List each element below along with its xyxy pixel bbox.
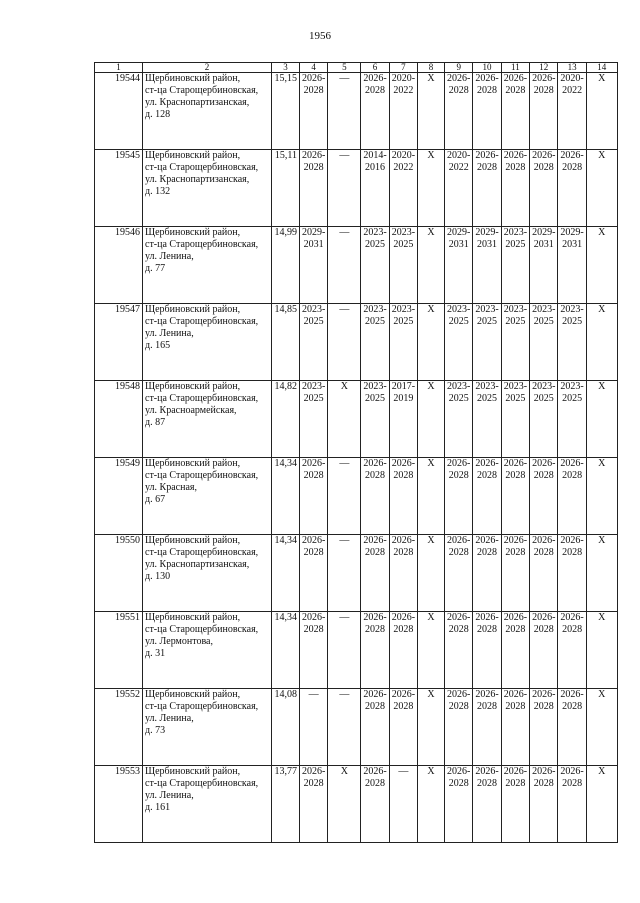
address-line: ст-ца Старощербиновская, <box>145 393 259 404</box>
period-cell: 2026- 2028 <box>473 766 501 843</box>
period-cell: 2026- 2028 <box>530 458 558 535</box>
table-row <box>95 689 618 766</box>
period-cell: 2026- 2028 <box>361 535 389 612</box>
address-line: Щербиновский район, <box>145 458 241 469</box>
period-cell: Х <box>328 381 361 458</box>
address-cell <box>143 766 272 843</box>
address-line: Щербиновский район, <box>145 535 241 546</box>
period-cell: Х <box>418 612 445 689</box>
period-cell: 2026- 2028 <box>530 689 558 766</box>
period-cell: 2026- 2028 <box>558 458 586 535</box>
period-cell: 2026- 2028 <box>445 689 473 766</box>
period-cell: — <box>328 612 361 689</box>
period-cell: 2026- 2028 <box>501 150 529 227</box>
area-cell: 14,34 <box>272 535 300 612</box>
page-number: 1956 <box>309 30 331 42</box>
period-cell: 2026- 2028 <box>300 535 328 612</box>
address-line: ул. Красноармейская, <box>145 405 237 416</box>
area-cell: 15,11 <box>272 150 300 227</box>
period-cell: 2026- 2028 <box>389 535 417 612</box>
period-cell: 2026- 2028 <box>473 73 501 150</box>
address-line: Щербиновский район, <box>145 73 241 84</box>
address-cell <box>143 689 272 766</box>
period-cell: 2017- 2019 <box>389 381 417 458</box>
address-line: Щербиновский район, <box>145 766 241 777</box>
column-number: 9 <box>445 63 473 73</box>
period-cell: 2026- 2028 <box>473 535 501 612</box>
period-cell: 2023- 2025 <box>530 304 558 381</box>
table-row <box>95 227 618 304</box>
period-cell: 2026- 2028 <box>445 73 473 150</box>
period-cell: 2026- 2028 <box>501 689 529 766</box>
period-cell: — <box>328 689 361 766</box>
table-row <box>95 535 618 612</box>
address-line: ст-ца Старощербиновская, <box>145 470 259 481</box>
period-cell: 2023- 2025 <box>558 304 586 381</box>
column-number: 13 <box>558 63 586 73</box>
period-cell: 2026- 2028 <box>361 612 389 689</box>
period-cell: 2020- 2022 <box>445 150 473 227</box>
address-line: Щербиновский район, <box>145 150 241 161</box>
period-cell: Х <box>418 535 445 612</box>
address-cell <box>143 304 272 381</box>
row-id: 19546 <box>95 227 143 304</box>
period-cell: 2023- 2025 <box>361 381 389 458</box>
period-cell: 2026- 2028 <box>558 689 586 766</box>
period-cell: Х <box>328 766 361 843</box>
period-cell: 2026- 2028 <box>445 612 473 689</box>
period-cell: 2026- 2028 <box>558 535 586 612</box>
period-cell: 2026- 2028 <box>361 689 389 766</box>
period-cell: 2023- 2025 <box>445 304 473 381</box>
period-cell: 2023- 2025 <box>300 381 328 458</box>
period-cell: 2026- 2028 <box>445 458 473 535</box>
period-cell: 2023- 2025 <box>501 381 529 458</box>
period-cell: 2023- 2025 <box>473 381 501 458</box>
address-line: ст-ца Старощербиновская, <box>145 624 259 635</box>
period-cell: Х <box>586 227 617 304</box>
address-cell <box>143 381 272 458</box>
period-cell: Х <box>418 689 445 766</box>
address-line: ул. Ленина, <box>145 713 194 724</box>
row-id: 19553 <box>95 766 143 843</box>
address-line: ст-ца Старощербиновская, <box>145 547 259 558</box>
address-line: д. 77 <box>145 263 166 274</box>
period-cell: 2014- 2016 <box>361 150 389 227</box>
column-number: 11 <box>501 63 529 73</box>
column-number: 6 <box>361 63 389 73</box>
period-cell: 2029- 2031 <box>445 227 473 304</box>
area-cell: 14,82 <box>272 381 300 458</box>
period-cell: 2023- 2025 <box>361 227 389 304</box>
period-cell: 2023- 2025 <box>530 381 558 458</box>
address-line: д. 31 <box>145 648 166 659</box>
row-id: 19549 <box>95 458 143 535</box>
address-line: ул. Ленина, <box>145 790 194 801</box>
period-cell: 2026- 2028 <box>558 150 586 227</box>
address-line: Щербиновский район, <box>145 612 241 623</box>
address-line: д. 130 <box>145 571 171 582</box>
period-cell: 2026- 2028 <box>389 458 417 535</box>
period-cell: 2026- 2028 <box>530 766 558 843</box>
period-cell: 2023- 2025 <box>558 381 586 458</box>
address-line: ст-ца Старощербиновская, <box>145 239 259 250</box>
period-cell: 2023- 2025 <box>389 227 417 304</box>
period-cell: 2026- 2028 <box>389 612 417 689</box>
address-line: Щербиновский район, <box>145 304 241 315</box>
area-cell: 14,08 <box>272 689 300 766</box>
period-cell: Х <box>586 612 617 689</box>
address-line: ул. Краснопартизанская, <box>145 97 250 108</box>
area-cell: 14,85 <box>272 304 300 381</box>
period-cell: 2026- 2028 <box>473 150 501 227</box>
address-line: Щербиновский район, <box>145 381 241 392</box>
address-line: д. 73 <box>145 725 166 736</box>
period-cell: — <box>389 766 417 843</box>
period-cell: 2026- 2028 <box>300 612 328 689</box>
table-row <box>95 458 618 535</box>
area-cell: 14,34 <box>272 612 300 689</box>
period-cell: — <box>328 304 361 381</box>
register-table <box>94 62 618 843</box>
period-cell: 2026- 2028 <box>300 458 328 535</box>
address-line: д. 165 <box>145 340 171 351</box>
address-line: д. 161 <box>145 802 171 813</box>
address-line: ул. Краснопартизанская, <box>145 174 250 185</box>
period-cell: 2026- 2028 <box>361 766 389 843</box>
period-cell: Х <box>586 150 617 227</box>
column-number: 4 <box>300 63 328 73</box>
address-line: ул. Ленина, <box>145 328 194 339</box>
row-id: 19544 <box>95 73 143 150</box>
period-cell: 2026- 2028 <box>389 689 417 766</box>
period-cell: 2026- 2028 <box>530 612 558 689</box>
column-number: 8 <box>418 63 445 73</box>
column-number: 12 <box>530 63 558 73</box>
period-cell: 2026- 2028 <box>558 766 586 843</box>
address-line: д. 132 <box>145 186 171 197</box>
period-cell: 2026- 2028 <box>361 73 389 150</box>
address-cell <box>143 150 272 227</box>
row-id: 19545 <box>95 150 143 227</box>
period-cell: 2026- 2028 <box>501 612 529 689</box>
period-cell: 2029- 2031 <box>558 227 586 304</box>
period-cell: 2026- 2028 <box>300 73 328 150</box>
table-row <box>95 381 618 458</box>
address-line: д. 67 <box>145 494 166 505</box>
period-cell: 2026- 2028 <box>530 535 558 612</box>
period-cell: 2026- 2028 <box>558 612 586 689</box>
address-line: ст-ца Старощербиновская, <box>145 778 259 789</box>
table-row <box>95 304 618 381</box>
row-id: 19551 <box>95 612 143 689</box>
address-line: ст-ца Старощербиновская, <box>145 85 259 96</box>
period-cell: 2026- 2028 <box>530 150 558 227</box>
period-cell: 2023- 2025 <box>473 304 501 381</box>
table-row <box>95 766 618 843</box>
period-cell: 2020- 2022 <box>389 150 417 227</box>
address-line: д. 87 <box>145 417 166 428</box>
period-cell: Х <box>586 73 617 150</box>
column-number: 1 <box>95 63 143 73</box>
period-cell: 2023- 2025 <box>501 304 529 381</box>
address-line: д. 128 <box>145 109 171 120</box>
period-cell: 2026- 2028 <box>530 73 558 150</box>
period-cell: 2029- 2031 <box>530 227 558 304</box>
period-cell: — <box>328 150 361 227</box>
table-body <box>95 73 618 843</box>
row-id: 19552 <box>95 689 143 766</box>
period-cell: — <box>328 535 361 612</box>
period-cell: — <box>328 458 361 535</box>
period-cell: Х <box>586 689 617 766</box>
table-row <box>95 73 618 150</box>
address-line: ст-ца Старощербиновская, <box>145 701 259 712</box>
period-cell: Х <box>586 766 617 843</box>
period-cell: Х <box>418 381 445 458</box>
period-cell: Х <box>418 304 445 381</box>
period-cell: — <box>328 73 361 150</box>
period-cell: 2026- 2028 <box>501 535 529 612</box>
column-number: 14 <box>586 63 617 73</box>
address-cell <box>143 535 272 612</box>
address-line: ст-ца Старощербиновская, <box>145 162 259 173</box>
period-cell: 2026- 2028 <box>300 150 328 227</box>
period-cell: 2026- 2028 <box>361 458 389 535</box>
address-line: Щербиновский район, <box>145 227 241 238</box>
period-cell: Х <box>586 458 617 535</box>
address-line: Щербиновский район, <box>145 689 241 700</box>
address-cell <box>143 612 272 689</box>
column-number-row <box>95 63 618 73</box>
column-number: 5 <box>328 63 361 73</box>
period-cell: 2026- 2028 <box>445 535 473 612</box>
period-cell: Х <box>418 458 445 535</box>
area-cell: 14,34 <box>272 458 300 535</box>
address-line: ст-ца Старощербиновская, <box>145 316 259 327</box>
period-cell: 2026- 2028 <box>501 458 529 535</box>
column-number: 7 <box>389 63 417 73</box>
period-cell: 2020- 2022 <box>389 73 417 150</box>
address-line: ул. Красная, <box>145 482 197 493</box>
period-cell: 2026- 2028 <box>445 766 473 843</box>
period-cell: 2020- 2022 <box>558 73 586 150</box>
address-cell <box>143 458 272 535</box>
period-cell: 2023- 2025 <box>501 227 529 304</box>
period-cell: — <box>300 689 328 766</box>
address-line: ул. Ленина, <box>145 251 194 262</box>
row-id: 19548 <box>95 381 143 458</box>
period-cell: Х <box>586 381 617 458</box>
column-number: 2 <box>143 63 272 73</box>
period-cell: — <box>328 227 361 304</box>
table-row <box>95 150 618 227</box>
table-row <box>95 612 618 689</box>
period-cell: Х <box>418 150 445 227</box>
period-cell: Х <box>418 73 445 150</box>
period-cell: 2029- 2031 <box>473 227 501 304</box>
address-line: ул. Лермонтова, <box>145 636 213 647</box>
period-cell: 2026- 2028 <box>300 766 328 843</box>
period-cell: 2026- 2028 <box>473 689 501 766</box>
column-number: 10 <box>473 63 501 73</box>
period-cell: 2023- 2025 <box>389 304 417 381</box>
area-cell: 15,15 <box>272 73 300 150</box>
period-cell: 2023- 2025 <box>300 304 328 381</box>
period-cell: 2026- 2028 <box>501 766 529 843</box>
area-cell: 14,99 <box>272 227 300 304</box>
row-id: 19550 <box>95 535 143 612</box>
period-cell: 2023- 2025 <box>445 381 473 458</box>
period-cell: 2029- 2031 <box>300 227 328 304</box>
period-cell: 2023- 2025 <box>361 304 389 381</box>
period-cell: Х <box>586 304 617 381</box>
row-id: 19547 <box>95 304 143 381</box>
address-cell <box>143 73 272 150</box>
period-cell: 2026- 2028 <box>473 612 501 689</box>
period-cell: 2026- 2028 <box>501 73 529 150</box>
address-cell <box>143 227 272 304</box>
period-cell: Х <box>586 535 617 612</box>
column-number: 3 <box>272 63 300 73</box>
period-cell: Х <box>418 227 445 304</box>
area-cell: 13,77 <box>272 766 300 843</box>
period-cell: 2026- 2028 <box>473 458 501 535</box>
period-cell: Х <box>418 766 445 843</box>
address-line: ул. Краснопартизанская, <box>145 559 250 570</box>
